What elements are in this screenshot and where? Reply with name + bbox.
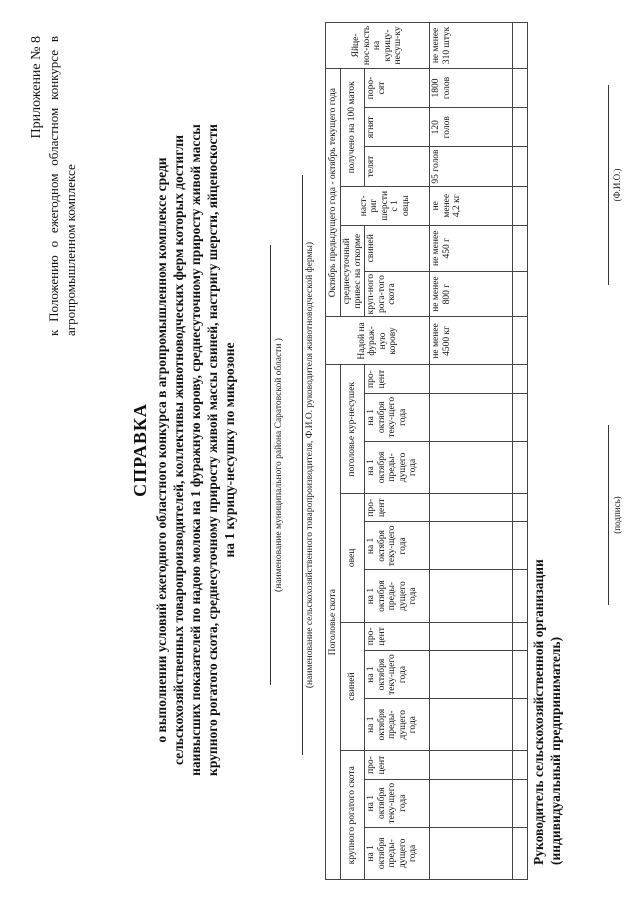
data-cell [430, 651, 513, 699]
empty-cell [513, 108, 528, 147]
data-cell [430, 827, 513, 879]
group-hens: поголовье кур-несушек [341, 365, 365, 494]
col-curr: на 1 октября теку-щего года [365, 651, 430, 699]
empty-cell [513, 186, 528, 225]
milk-header: Надой на фураж-ную корову [326, 317, 430, 365]
col-pct: про-цент [365, 365, 430, 393]
col-prev: на 1 октября преды-дущего года [365, 827, 430, 879]
group-cattle: крупного рогатого скота [341, 751, 365, 880]
criterion-wool: не менее 4,2 кг [430, 186, 513, 225]
col-curr: на 1 октября теку-щего года [365, 522, 430, 570]
appendix-block [28, 36, 79, 336]
data-cell [430, 622, 513, 650]
appendix-text: к Положению о ежегодном областном конкурсе в агропромышленном комплексе [46, 36, 78, 336]
criterion-milk: не менее 4500 кг [430, 317, 513, 365]
empty-cell [513, 68, 528, 107]
name-line [596, 85, 609, 285]
signer-title: Руководитель сельскохозяйственной организации [531, 559, 546, 865]
empty-cell [513, 365, 528, 393]
sub-lambs: ягнят [365, 108, 430, 147]
name-caption: (Ф.И.О.) [612, 168, 622, 202]
data-cell [430, 779, 513, 827]
col-pct: про-цент [365, 494, 430, 522]
sub-piglets: поро-сят [365, 68, 430, 107]
sub-pigs: свиней [365, 225, 430, 271]
col-prev: на 1 октября преды-дущего года [365, 570, 430, 622]
sub-calves: телят [365, 147, 430, 186]
empty-cell [513, 23, 528, 69]
empty-cell [513, 751, 528, 779]
period-header: Октябрь предыдущего года - октябрь текущего года [326, 68, 341, 317]
criterion-piglets: 1800 голов [430, 68, 513, 107]
empty-cell [513, 699, 528, 751]
sub-cattle: круп-ного рога-того скота [365, 271, 430, 317]
producer-fill-line [288, 175, 303, 755]
data-cell [430, 699, 513, 751]
signature-caption: (подпись) [612, 496, 622, 534]
empty-cell [513, 317, 528, 365]
empty-cell [513, 225, 528, 271]
group-sheep: овец [341, 494, 365, 623]
empty-cell [513, 779, 528, 827]
document-title: СПРАВКА [130, 403, 150, 497]
signer-block [530, 559, 564, 865]
data-cell [430, 365, 513, 393]
empty-cell [513, 393, 528, 441]
criterion-cattle: не менее 800 г [430, 271, 513, 317]
appendix-title: Приложение № 8 [29, 36, 44, 139]
criterion-eggs: не менее 310 штук [430, 23, 513, 69]
data-cell [430, 751, 513, 779]
empty-cell [513, 570, 528, 622]
subtitle-line: наивысших показателей по надою молока на 1 фуражную корову, среднесуточному приросту живой массы [188, 124, 203, 776]
livestock-header: Поголовье скота [326, 365, 341, 880]
criterion-pigs: не менее 450 г [430, 225, 513, 271]
eggs-header: Яйце-нос-кость на курицу-несуш-ку [326, 23, 430, 69]
col-prev: на 1 октября преды-дущего года [365, 699, 430, 751]
signature-line [596, 425, 609, 605]
empty-cell [513, 494, 528, 522]
data-cell [430, 393, 513, 441]
data-cell [430, 522, 513, 570]
criterion-lambs: 120 голов [430, 108, 513, 147]
subtitle-line: о выполнении условий ежегодного областного конкурса в агропромышленном комплексе среди [154, 157, 169, 743]
district-caption: (наименование муниципального района Саратовской области ) [274, 338, 284, 592]
subtitle-line: крупного рогатого скота, среднесуточному приросту живой массы свиней, настригу шерсти, яйценоскости [205, 124, 220, 776]
subtitle-line: сельскохозяйственных товаропроизводителей, коллективы животноводческих ферм которых достигли [171, 135, 186, 766]
col-pct: про-цент [365, 751, 430, 779]
group-pigs: свиней [341, 622, 365, 751]
col-curr: на 1 октября теку-щего года [365, 393, 430, 441]
indicators-table [325, 22, 528, 880]
empty-cell [513, 271, 528, 317]
data-cell [430, 570, 513, 622]
document-heading [130, 35, 238, 865]
signer-subtitle: (индивидуальный предприниматель) [548, 636, 563, 865]
col-curr: на 1 октября теку-щего года [365, 779, 430, 827]
empty-cell [513, 522, 528, 570]
producer-caption: (наименование сельскохозяйственного товаропроизводителя, Ф.И.О. руководителя животноводческой фермы) [305, 241, 315, 689]
shear-header: наст-риг шерсти с 1 овцы [341, 186, 430, 225]
empty-cell [513, 441, 528, 493]
empty-cell [513, 651, 528, 699]
empty-cell [513, 622, 528, 650]
data-cell [430, 494, 513, 522]
col-pct: про-цент [365, 622, 430, 650]
empty-cell [513, 147, 528, 186]
subtitle-line: на 1 курицу-несушку по микрозоне [222, 342, 237, 558]
received-header: получено на 100 маток [341, 68, 365, 186]
col-prev: на 1 октября преды-дущего года [365, 441, 430, 493]
daily-gain-header: среднесуточный привес на откорме [341, 225, 365, 317]
empty-cell [513, 827, 528, 879]
district-fill-line [256, 245, 271, 685]
criterion-calves: 95 голов [430, 147, 513, 186]
data-cell [430, 441, 513, 493]
